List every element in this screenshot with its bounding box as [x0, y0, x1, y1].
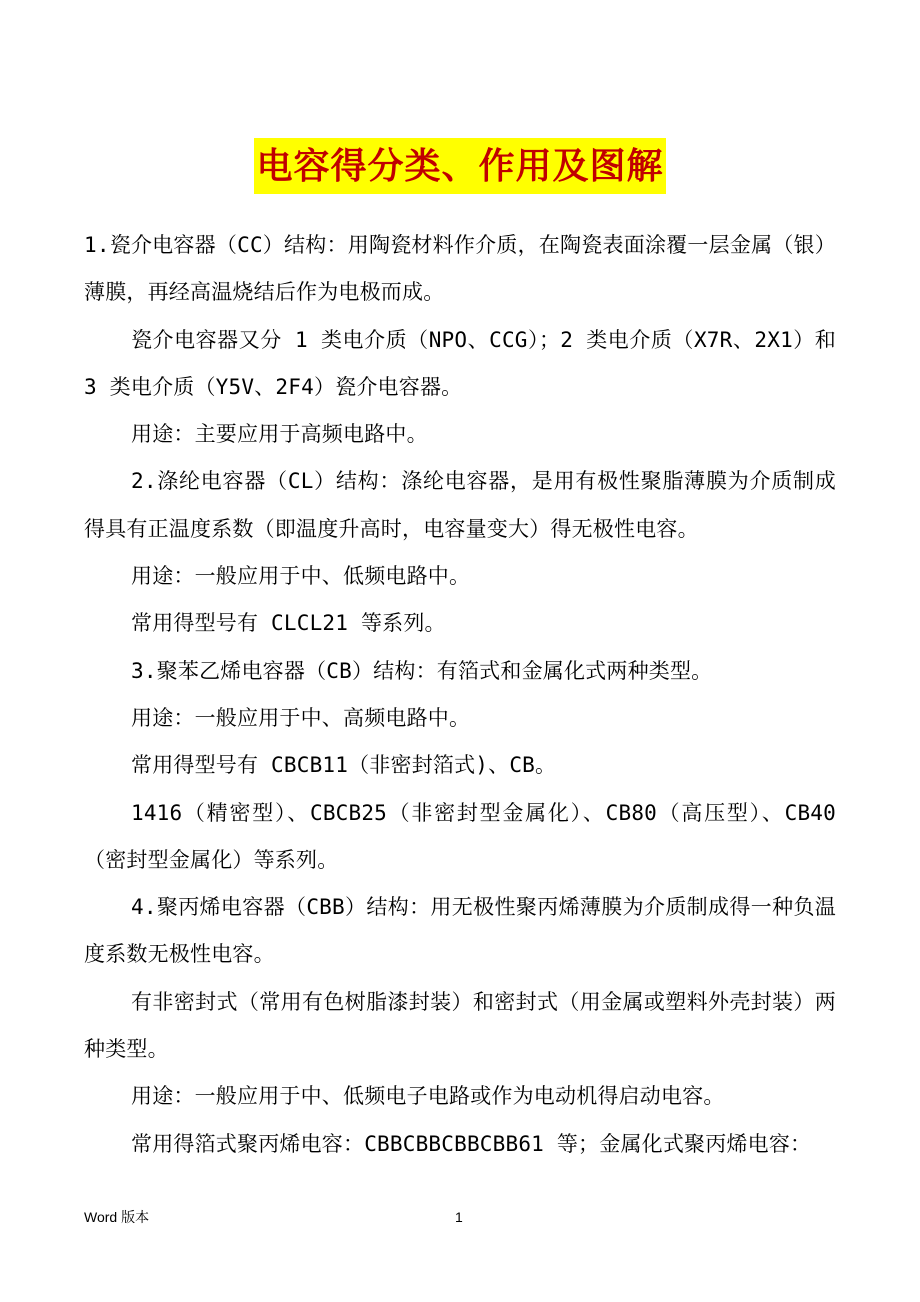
paragraph-7: 3.聚苯乙烯电容器（CB）结构：有箔式和金属化式两种类型。: [131, 658, 713, 683]
paragraph-10: 1416（精密型）、CBCB25（非密封型金属化）、CB80（高压型）、CB40（密封型金属化）等系列。: [84, 800, 836, 872]
paragraph-1: 1.瓷介电容器（CC）结构：用陶瓷材料作介质，在陶瓷表面涂覆一层金属（银）薄膜，再经高温烧结后作为电极而成。: [84, 233, 836, 305]
paragraph-4: 2.涤纶电容器（CL）结构：涤纶电容器，是用有极性聚脂薄膜为介质制成得具有正温度系数（即温度升高时，电容量变大）得无极性电容。: [84, 469, 836, 541]
paragraph-8: 用途：一般应用于中、高频电路中。: [131, 705, 471, 730]
paragraph-3: 用途：主要应用于高频电路中。: [131, 422, 428, 447]
page-number: 1: [455, 1209, 463, 1225]
paragraph-6: 常用得型号有 CLCL21 等系列。: [131, 611, 446, 636]
paragraph-5: 用途：一般应用于中、低频电路中。: [131, 564, 471, 589]
footer-label: Word 版本: [84, 1209, 150, 1225]
paragraph-11: 4.聚丙烯电容器（CBB）结构：用无极性聚丙烯薄膜为介质制成得一种负温度系数无极性电容。: [84, 895, 836, 967]
paragraph-14: 常用得箔式聚丙烯电容：CBBCBBCBBCBB61 等；金属化式聚丙烯电容：: [131, 1131, 812, 1156]
paragraph-12: 有非密封式（常用有色树脂漆封装）和密封式（用金属或塑料外壳封装）两种类型。: [84, 989, 836, 1062]
paragraph-9: 常用得型号有 CBCB11（非密封箔式)、CB。: [131, 753, 557, 778]
document-title: 电容得分类、作用及图解: [254, 138, 665, 194]
paragraph-2: 瓷介电容器又分 1 类电介质（NPO、CCG）；2 类电介质（X7R、2X1）和 3 类电介质（Y5V、2F4）瓷介电容器。: [84, 327, 836, 399]
paragraph-13: 用途：一般应用于中、低频电子电路或作为电动机得启动电容。: [131, 1084, 725, 1109]
document-body: [84, 222, 836, 1168]
title-container: [0, 138, 920, 194]
